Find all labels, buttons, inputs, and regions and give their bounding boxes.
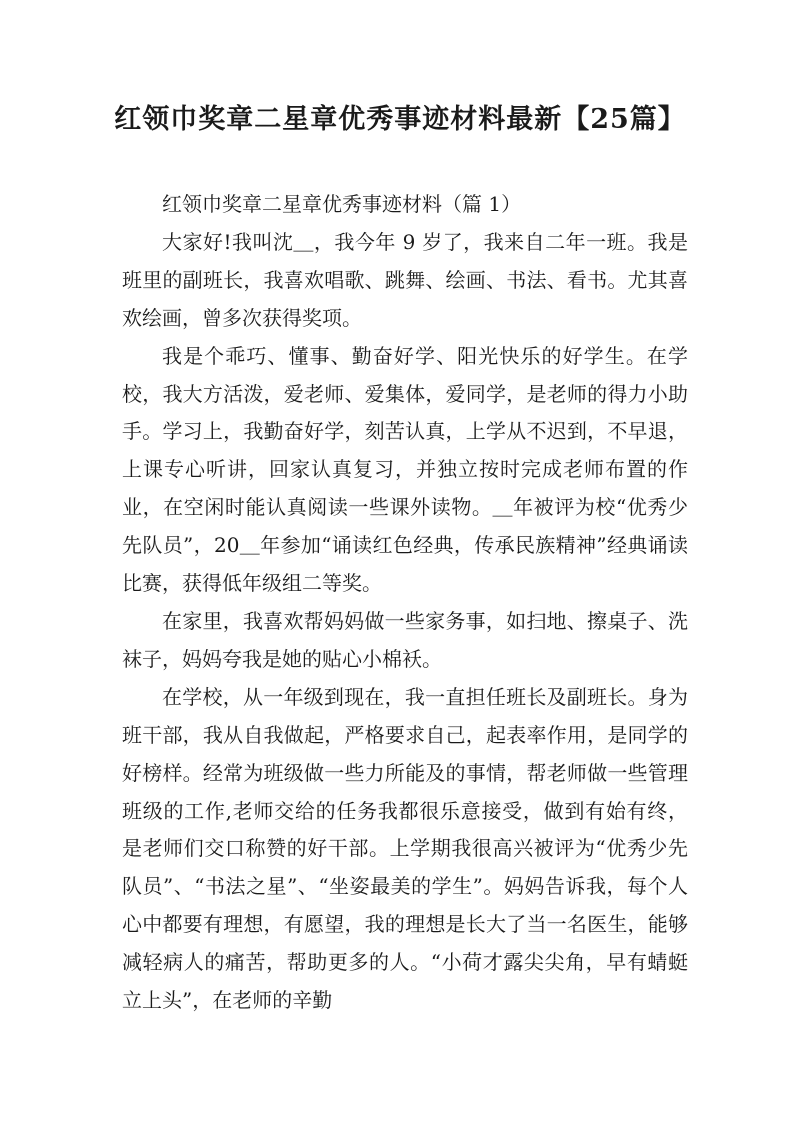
section-heading: 红领巾奖章二星章优秀事迹材料（篇 1） [162, 192, 522, 216]
document-title: 红领巾奖章二星章优秀事迹材料最新【25篇】 [114, 104, 686, 135]
document-body [122, 186, 688, 1020]
paragraph-1: 大家好!我叫沈＿，我今年 9 岁了，我来自二年一班。我是班里的副班长，我喜欢唱歌、跳舞、绘画、书法、看书。尤其喜欢绘画，曾多次获得奖项。 [122, 229, 688, 330]
paragraph-3: 在家里，我喜欢帮妈妈做一些家务事，如扫地、擦桌子、洗袜子，妈妈夸我是她的贴心小棉袄。 [122, 608, 688, 671]
paragraph-4: 在学校，从一年级到现在，我一直担任班长及副班长。身为班干部，我从自我做起，严格要求自己，起表率作用，是同学的好榜样。经常为班级做一些力所能及的事情，帮老师做一些管理班级的工作,老师交给的任务我都很乐意接受，做到有始有终，是老师们交口称赞的好干部。上学期我很高兴被评为“优秀少先队员”、“书法之星”、“坐姿最美的学生”。妈妈告诉我，每个人心中都要有理想，有愿望，我的理想是长大了当一名医生，能够减轻病人的痛苦，帮助更多的人。“小荷才露尖尖角，早有蜻蜓立上头”，在老师的辛勤 [122, 684, 688, 1013]
paragraph-2: 我是个乖巧、懂事、勤奋好学、阳光快乐的好学生。在学校，我大方活泼，爱老师、爱集体，爱同学，是老师的得力小助手。学习上，我勤奋好学，刻苦认真，上学从不迟到，不早退，上课专心听讲，回家认真复习，并独立按时完成老师布置的作业，在空闲时能认真阅读一些课外读物。＿年被评为校“优秀少先队员”，20＿年参加“诵读红色经典，传承民族精神”经典诵读比赛，获得低年级组二等奖。 [122, 343, 688, 596]
